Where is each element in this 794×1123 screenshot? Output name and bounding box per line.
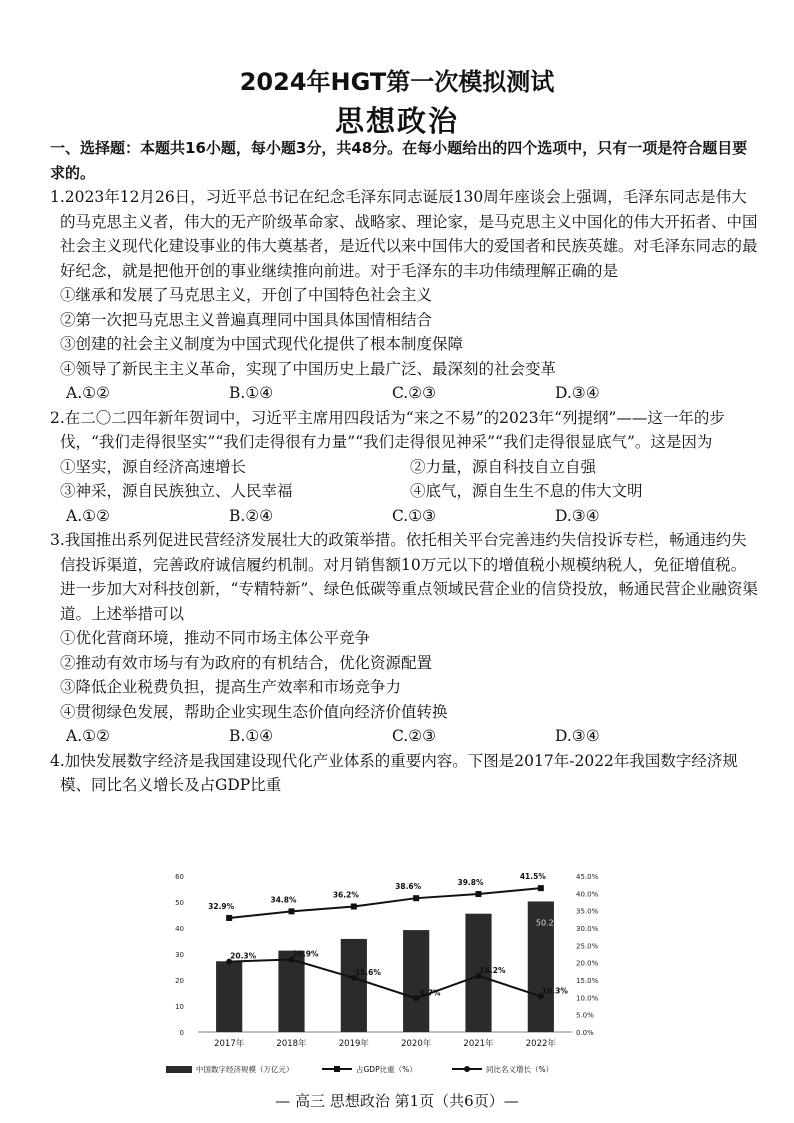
x-tick-label: 2020年 xyxy=(401,1039,432,1049)
question-2-option: ②力量，源自科技自立自强 xyxy=(410,457,597,476)
question-1-choices xyxy=(50,381,760,406)
question-2-stem: 2.在二〇二四年新年贺词中，习近平主席用四段话为“来之不易”的2023年“列提纲”——这一年的步伐，“我们走得很坚实”“我们走得很有力量”“我们走得很见神采”“我们走得很显底气”。这是因为 xyxy=(50,408,725,451)
growth-point xyxy=(413,995,419,1001)
left-tick-label: 0 xyxy=(179,1029,184,1037)
bar xyxy=(403,930,429,1032)
question-2-option: ④底气，源自生生不息的伟大文明 xyxy=(410,482,643,500)
bar xyxy=(341,939,367,1032)
growth-label: 20.3% xyxy=(230,951,257,961)
choice-d[interactable]: D.③④ xyxy=(555,384,600,402)
right-tick-label: 25.0% xyxy=(576,942,599,951)
left-tick-label: 50 xyxy=(175,899,184,907)
x-tick-label: 2021年 xyxy=(463,1039,494,1049)
legend-growth-marker xyxy=(464,1066,470,1072)
gdp-share-point xyxy=(289,908,295,914)
growth-label: 9.7% xyxy=(419,988,441,998)
left-tick-label: 40 xyxy=(175,925,184,933)
question-1-stem: 1.2023年12月26日，习近平总书记在纪念毛泽东同志诞辰130周年座谈会上强调，毛泽东同志是伟大的马克思主义者，伟大的无产阶级革命家、战略家、理论家，是马克思主义中国化的伟大开拓者、中国社会主义现代化建设事业的伟大奠基者，是近代以来中国伟大的爱国者和民族英雄。对毛泽东同志的最好纪念，就是把他开创的事业继续推向前进。对于毛泽东的丰功伟绩理解正确的是 xyxy=(50,188,758,280)
question-3-option: ④贯彻绿色发展，帮助企业实现生态价值向经济价值转换 xyxy=(60,702,448,721)
left-tick-label: 10 xyxy=(175,1003,184,1011)
page-footer: — 高三 思想政治 第1页（共6页）— xyxy=(275,1092,519,1110)
question-3-option: ②推动有效市场与有为政府的有机结合，优化资源配置 xyxy=(60,653,433,672)
left-tick-label: 60 xyxy=(175,873,184,881)
growth-label: 15.6% xyxy=(354,967,381,977)
exam-content xyxy=(50,136,760,798)
question-2-choices xyxy=(50,504,760,529)
right-tick-label: 45.0% xyxy=(576,873,599,881)
left-tick-label: 30 xyxy=(175,951,184,959)
question-3-stem: 3.我国推出系列促进民营经济发展壮大的政策举措。依托相关平台完善违约失信投诉专栏，畅通违约失信投诉渠道，完善政府诚信履约机制。对月销售额10万元以下的增值税小规模纳税人，免征增值税。进一步加大对科技创新，“专精特新”、绿色低碳等重点领域民营企业的信贷投放，畅通民营企业融资渠道。上述举措可以 xyxy=(50,531,758,623)
question-4-stem: 4.加快发展数字经济是我国建设现代化产业体系的重要内容。下图是2017年-2022年我国数字经济规模、同比名义增长及占GDP比重 xyxy=(50,751,738,794)
digital-economy-chart xyxy=(160,862,620,1087)
right-tick-label: 5.0% xyxy=(576,1011,594,1020)
growth-label: 10.3% xyxy=(541,986,568,996)
legend-share-marker xyxy=(334,1066,340,1072)
choice-c[interactable]: C.②③ xyxy=(392,727,437,745)
x-tick-label: 2022年 xyxy=(525,1039,556,1049)
gdp-share-point xyxy=(538,885,544,891)
x-tick-label: 2018年 xyxy=(276,1039,307,1049)
question-4 xyxy=(50,749,760,798)
choice-c[interactable]: C.②③ xyxy=(392,384,437,402)
gdp-share-label: 34.8% xyxy=(270,895,297,905)
growth-label: 16.2% xyxy=(479,965,506,975)
question-2-options-row xyxy=(50,455,760,480)
question-2-options-row xyxy=(50,479,760,504)
choice-a[interactable]: A.①② xyxy=(66,384,110,402)
question-1-option: ④领导了新民主主义革命，实现了中国历史上最广泛、最深刻的社会变革 xyxy=(60,359,557,378)
bar-value-label: 50.2 xyxy=(535,918,554,928)
subject-title: 思想政治 xyxy=(334,104,459,138)
question-2-option: ③神采，源自民族独立、人民幸福 xyxy=(60,482,293,500)
gdp-share-label: 39.8% xyxy=(457,878,484,888)
choice-a[interactable]: A.①② xyxy=(66,727,110,745)
question-1-option: ③创建的社会主义制度为中国式现代化提供了根本制度保障 xyxy=(60,335,464,353)
right-tick-label: 30.0% xyxy=(576,925,599,933)
gdp-share-point xyxy=(226,915,232,921)
right-tick-label: 0.0% xyxy=(576,1029,594,1037)
gdp-share-point xyxy=(351,904,357,910)
choice-d[interactable]: D.③④ xyxy=(555,727,600,745)
exam-title: 2024年HGT第一次模拟测试 xyxy=(239,68,555,96)
right-tick-label: 20.0% xyxy=(576,959,599,968)
left-tick-label: 20 xyxy=(175,977,184,985)
question-3 xyxy=(50,528,760,749)
legend-bar-swatch xyxy=(166,1066,192,1073)
legend-bar-label: 中国数字经济规模（万亿元） xyxy=(196,1065,294,1074)
right-tick-label: 40.0% xyxy=(576,890,599,899)
gdp-share-label: 38.6% xyxy=(395,882,422,892)
growth-label: 20.9% xyxy=(292,949,319,959)
gdp-share-label: 36.2% xyxy=(332,890,359,900)
choice-b[interactable]: B.②④ xyxy=(229,506,274,525)
gdp-share-point xyxy=(476,891,482,897)
right-tick-label: 15.0% xyxy=(576,977,599,985)
legend-growth-label: 同比名义增长（%） xyxy=(486,1065,554,1074)
choice-b[interactable]: B.①④ xyxy=(229,384,274,402)
question-3-choices xyxy=(50,724,760,749)
x-tick-label: 2017年 xyxy=(214,1039,245,1049)
question-1 xyxy=(50,185,760,406)
question-1-option: ①继承和发展了马克思主义，开创了中国特色社会主义 xyxy=(60,286,433,304)
choice-b[interactable]: B.①④ xyxy=(229,727,274,745)
gdp-share-label: 32.9% xyxy=(208,901,235,911)
right-tick-label: 10.0% xyxy=(576,994,599,1003)
choice-d[interactable]: D.③④ xyxy=(555,506,600,525)
question-3-option: ①优化营商环境，推动不同市场主体公平竞争 xyxy=(60,629,371,647)
choice-c[interactable]: C.①③ xyxy=(392,506,437,525)
question-2-option: ①坚实，源自经济高速增长 xyxy=(60,457,247,476)
question-2 xyxy=(50,406,760,529)
x-tick-label: 2019年 xyxy=(338,1039,369,1049)
choice-a[interactable]: A.①② xyxy=(66,506,110,525)
gdp-share-point xyxy=(413,895,419,901)
question-1-option: ②第一次把马克思主义普遍真理同中国具体国情相结合 xyxy=(60,310,433,329)
right-tick-label: 35.0% xyxy=(576,907,599,916)
section-instructions: 一、选择题：本题共16小题，每小题3分，共48分。在每小题给出的四个选项中，只有一项是符合题目要求的。 xyxy=(50,139,748,182)
bar xyxy=(216,961,242,1032)
gdp-share-label: 41.5% xyxy=(519,872,546,882)
question-3-option: ③降低企业税费负担，提高生产效率和市场竞争力 xyxy=(60,678,402,696)
legend-share-label: 占GDP比重（%） xyxy=(356,1065,417,1074)
